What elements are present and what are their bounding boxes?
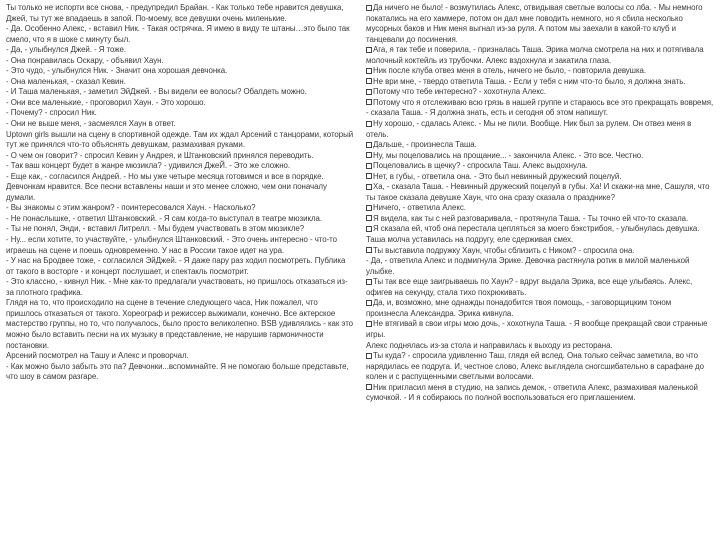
- paragraph-text: Ник пригласил меня в студию, на запись демок, - ответила Алекс, размахивая маленькой сумочкой. - И я собираюсь по полной воспользоваться его приглашением.: [366, 382, 698, 403]
- paragraph-text: Ты выставила подружку Хаун, чтобы сблизить с Ником? - спросила она.: [373, 245, 635, 255]
- paragraph: - Она понравилась Оскару, - объявил Хаун.: [6, 55, 164, 65]
- paragraph-text: Нет, в губы, - ответила она. - Это был невинный дружеский поцелуй.: [373, 171, 622, 181]
- paragraph: [366, 119, 714, 140]
- checkbox-square-icon: [366, 121, 372, 127]
- paragraph-text: Дальше, - произнесла Таша.: [373, 140, 477, 150]
- paragraph: [366, 66, 714, 77]
- right-text-column: [366, 3, 714, 540]
- paragraph: - Они все маленькие, - проговорил Хаун. - Это хорошо.: [6, 97, 206, 107]
- paragraph: [366, 277, 714, 298]
- checkbox-square-icon: [366, 205, 372, 211]
- paragraph: [366, 298, 714, 319]
- paragraph: - Как можно было забыть это па? Девчонки...вспоминайте. Я не помогаю больше представьте, что шоу в самом разгаре.: [6, 361, 349, 382]
- checkbox-square-icon: [366, 89, 372, 95]
- paragraph-text: Да, и, возможно, мне однажды понадобится твоя помощь, - заговорщицким тоном произнесла Александра. Эрика кивнула.: [366, 298, 672, 318]
- checkbox-square-icon: [366, 184, 372, 190]
- paragraph: [366, 203, 714, 214]
- paragraph-text: Потому что тебе интересно? - хохотнула Алекс.: [373, 87, 546, 97]
- paragraph: [366, 77, 714, 88]
- checkbox-square-icon: [366, 5, 372, 11]
- paragraph-text: Ничего, - ответила Алекс.: [373, 203, 466, 213]
- paragraph: Uptown girls вышли на сцену в спортивной одежде. Там их ждал Арсений с танцорами, который тут же принялся что-то объяснять девушкам, размахивая руками.: [6, 129, 354, 150]
- paragraph: - Да. Особенно Алекс, - вставил Ник. - Такая острячка. Я имею в виду те штаны…это было так смело, что я в шоке с минуту был.: [6, 24, 350, 44]
- checkbox-square-icon: [366, 99, 372, 105]
- paragraph: [366, 3, 714, 45]
- paragraph: - Да, - улыбнулся Джей. - Я тоже.: [6, 45, 127, 55]
- paragraph: - Ты не понял, Энди, - вставил Литрелл. - Мы будем участвовать в этом мюзикле?: [6, 224, 305, 234]
- paragraph: - Ну... если хотите, то участвуйте, - улыбнулся Штанковский. - Это очень интересно - что-то играешь на сцене и поешь одновременно. У нас в России такое идет на ура.: [6, 235, 337, 255]
- paragraph: [366, 383, 714, 404]
- paragraph: [366, 182, 714, 203]
- paragraph: [366, 140, 714, 151]
- paragraph-text: Потому что я отслеживаю всю грязь в нашей группе и стараюсь все это прекращать вовремя, - сказала Таша. - Я должна знать, есть и сегодня об этом напишут.: [366, 97, 714, 118]
- paragraph: - Они не выше меня, - засмеялся Хаун в ответ.: [6, 119, 176, 129]
- paragraph: [366, 151, 714, 162]
- paragraph: - Она маленькая, - сказал Кевин.: [6, 76, 126, 86]
- checkbox-square-icon: [366, 173, 372, 179]
- paragraph: [366, 256, 714, 277]
- checkbox-square-icon: [366, 226, 372, 232]
- paragraph-text: Ну, мы поцеловались на прощание... - закончила Алекс. - Это все. Честно.: [373, 150, 644, 160]
- paragraph: [366, 98, 714, 119]
- paragraph: - Это классно, - кивнул Ник. - Мне как-то предлагали участвовать, но пришлось отказаться из-за плотного графика.: [6, 277, 348, 297]
- paragraph: - Это чудо, - улыбнулся Ник. - Значит она хорошая девчонка.: [6, 66, 228, 76]
- paragraph: - Почему? - спросил Ник.: [6, 108, 97, 118]
- paragraph-text: Я видела, как ты с ней разговаривала, - протянула Таша. - Ты точно ей что-то сказала.: [373, 213, 689, 223]
- paragraph-text: Не ври мне, - твердо ответила Таша. - Если у тебя с ним что-то было, я должна знать.: [373, 76, 686, 86]
- paragraph: Ты только не испорти все снова, - предупредил Брайан. - Как только тебе нравится девушка, Джей, ты тут же впадаешь в запой. По-моему, все девушки очень миленькие.: [6, 3, 344, 23]
- paragraph-text: Ну хорошо, - сдалась Алекс. - Мы не пили. Вообще. Ник был за рулем. Он отвез меня в отель.: [366, 119, 692, 139]
- paragraph: [366, 161, 714, 172]
- paragraph-text: Ты так все еще заигрываешь по Хаун? - вдруг выдала Эрика, все еще улыбаясь. Алекс, офигев на секунду, стала тихо похрюкивать.: [366, 277, 693, 297]
- paragraph: - И Таша маленькая, - заметил ЭйДжей. - Вы видели ее волосы? Обалдеть можно.: [6, 87, 307, 97]
- paragraph-text: Поцеловались в щечку? - спросила Таш. Алекс выдохнула.: [373, 161, 588, 171]
- paragraph: - Вы знакомы с этим жанром? - поинтересовался Хаун. - Насколько?: [6, 203, 256, 213]
- checkbox-square-icon: [366, 68, 372, 74]
- checkbox-square-icon: [366, 321, 372, 327]
- paragraph: [366, 351, 714, 383]
- checkbox-square-icon: [366, 152, 372, 158]
- paragraph-text: Ага, я так тебе и поверила, - призналась Таша. Эрика молча смотрела на них и потягивала молочный коктейль из трубочки. Алекс вздохнула и закатила глаза.: [366, 45, 704, 65]
- paragraph-text: Да ничего не было! - возмутилась Алекс, отвидывая светлые волосы со лба. - Мы немного покатались на его хаммере, потом он дал мне поводить немного, но я сбила несколько мусорных баков и Ник меня выгнал из-за руля. А потом мы заехали в какой-то клуб и танцевали до посинения.: [366, 3, 703, 44]
- paragraph: - Еще как, - согласился Андрей. - Но мы уже четыре месяца готовимся и все в порядке. Девчонкам нравится. Все песни вставлены наши и это менее сложно, чем они поначалу думали.: [6, 171, 327, 202]
- paragraph: [366, 341, 714, 352]
- checkbox-square-icon: [366, 353, 372, 359]
- paragraph-text: Ты куда? - спросила удивленно Таш, глядя ей вслед. Она только сейчас заметила, во что нарядилась ее подруга. И, честное слово, Алекс выглядела сногсшибательно в сарафане до колен и с распущенными светлыми волосами.: [366, 351, 704, 382]
- checkbox-square-icon: [366, 142, 372, 148]
- paragraph: [366, 45, 714, 66]
- paragraph: [366, 172, 714, 183]
- checkbox-square-icon: [366, 78, 372, 84]
- paragraph: - О чем он говорит? - спросил Кевин у Андрея, и Штанковский принялся переводить.: [6, 150, 314, 160]
- paragraph-text: Ха, - сказала Таша. - Невинный дружеский поцелуй в губы. Ха! И скажи-на мне, Сашуля, что ты такое сказала девушке Хаун, что она сразу сказала о празднике?: [366, 182, 710, 202]
- paragraph: - Так ваш концерт будет в жанре мюзикла? - удивился ДжеЙ. - Это же сложно.: [6, 161, 290, 171]
- paragraph: Арсений посмотрел на Ташу и Алекс и проворчал.: [6, 351, 189, 361]
- left-text-column: [6, 3, 354, 540]
- checkbox-square-icon: [366, 300, 372, 306]
- checkbox-square-icon: [366, 247, 372, 253]
- paragraph: [366, 87, 714, 98]
- paragraph-text: Не втягивай в свои игры мою дочь, - хохотнула Таша. - Я вообще прекращай свои странные игры.: [366, 319, 708, 339]
- paragraph-text: Ник после клуба отвез меня в отель, ничего не было, - повторила девушка.: [373, 66, 647, 76]
- checkbox-square-icon: [366, 47, 372, 53]
- paragraph: [366, 246, 714, 257]
- paragraph: - У нас на Бродвее тоже, - согласился ЭйДжей. - Я даже пару раз ходил посмотреть. Публика от такого в восторге - и концерт послушает, и спектакль посмотрит.: [6, 256, 346, 276]
- paragraph-text: Я сказала ей, чтоб она перестала цепляться за моего бэкстрибоя, - улыбнулась девушка. Таша молча уставилась на подругу, еле сдерживая смех.: [366, 224, 700, 245]
- paragraph-text: Алекс поднялась из-за стола и направилась к выходу из ресторана.: [366, 340, 613, 350]
- paragraph: [366, 214, 714, 225]
- paragraph: [366, 319, 714, 340]
- paragraph: [366, 224, 714, 245]
- paragraph: - Не понаслышке, - ответил Штанковский. - Я сам когда-то выступал в театре мюзикла.: [6, 213, 322, 223]
- checkbox-square-icon: [366, 215, 372, 221]
- checkbox-square-icon: [366, 163, 372, 169]
- checkbox-square-icon: [366, 384, 372, 390]
- checkbox-square-icon: [366, 279, 372, 285]
- paragraph: Глядя на то, что происходило на сцене в течение следующего часа, Ник пожалел, что пришлось отказаться от такого. Хореограф и режиссер выжимали, конечно. Все актерское мастерство группы, но то, что получалось, было просто великолепно. BSB удивлялись - как это можно было вставить песни на их музыку в представление, не нарушив гармоничности постановки.: [6, 298, 354, 350]
- paragraph-text: - Да, - ответила Алекс и подмигнула Эрике. Девочка растянула ротик в милой маленькой улыбке.: [366, 256, 690, 276]
